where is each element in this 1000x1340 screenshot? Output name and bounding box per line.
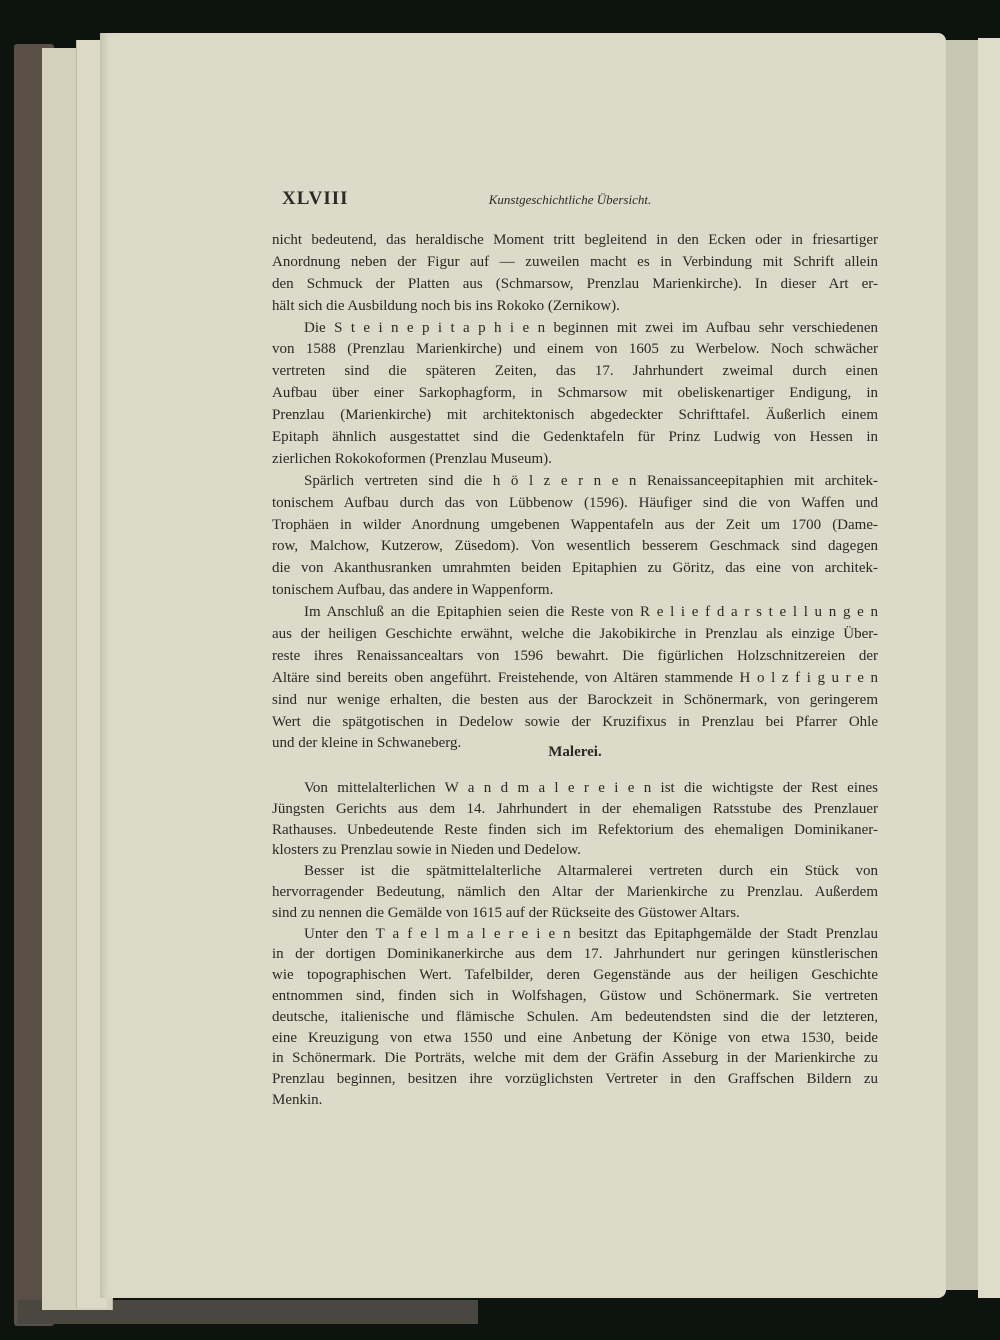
page-number: XLVIII: [282, 188, 349, 209]
text-line: hervorragender Bedeutung, nämlich den Altar der Marienkirche zu Prenzlau. Außerdem: [272, 883, 878, 900]
paragraph: [272, 924, 878, 1111]
text-line: Prenzlau (Marienkirche) mit architektonisch abgedeckter Schrifttafel. Äußerlich einem: [272, 407, 878, 424]
text-line: Besser ist die spätmittelalterliche Altarmalerei vertreten durch ein Stück von: [304, 863, 878, 880]
section-painting-text: [272, 778, 878, 1138]
text-line: sind nur wenige erhalten, die besten aus der Barockzeit in Schönermark, von geringerem: [272, 691, 878, 708]
running-title: Kunstgeschichtliche Übersicht.: [488, 192, 652, 207]
text-line: Von mittelalterlichen W a n d m a l e r e i e n ist die wichtigste der Rest eines: [304, 780, 878, 796]
text-line: Unter den T a f e l m a l e r e i e n besitzt das Epitaphgemälde der Stadt Prenzlau: [304, 925, 878, 942]
text-line: Altäre sind bereits oben angeführt. Freistehende, von Altären stammende H o l z f i g u r e n: [272, 669, 878, 686]
paragraph: [272, 861, 878, 923]
text-line: hält sich die Ausbildung noch bis ins Rokoko (Zernikow).: [272, 297, 620, 314]
page-gutter: [946, 40, 978, 1290]
text-line: klosters zu Prenzlau sowie in Nieden und Dedelow.: [272, 842, 581, 859]
text-line: den Schmuck der Platten aus (Schmarsow, Prenzlau Marienkirche). In dieser Art er-: [272, 275, 878, 292]
text-line: tonischem Aufbau durch das von Lübbenow (1596). Häufiger sind die von Waffen und: [272, 494, 878, 511]
paragraph: [272, 471, 878, 602]
text-line: Spärlich vertreten sind die h ö l z e r n e n Renaissanceepitaphien mit architek-: [304, 472, 878, 489]
paragraph: [272, 778, 878, 861]
text-line: in Schönermark. Die Porträts, welche mit dem der Gräfin Asseburg in der Marienkirche zu: [272, 1050, 878, 1067]
section-sculpture-text: [272, 230, 878, 755]
paragraph: [272, 230, 878, 318]
text-line: Aufbau über einer Sarkophagform, in Schmarsow mit obeliskenartiger Endigung, in: [272, 385, 878, 402]
text-line: eine Kreuzigung von etwa 1550 und eine Anbetung der Könige von etwa 1530, beide: [272, 1029, 878, 1046]
section-heading-malerei: Malerei.: [548, 744, 602, 760]
text-line: wie topographischen Wert. Tafelbilder, deren Gegenstände aus der heiligen Geschichte: [272, 967, 878, 984]
text-line: in der dortigen Dominikanerkirche aus dem 17. Jahrhundert nur geringen künstlerischen: [272, 946, 878, 963]
text-line: Wert die spätgotischen in Dedelow sowie der Kruzifixus in Prenzlau bei Pfarrer Ohle: [272, 713, 878, 730]
text-line: row, Malchow, Kutzerow, Züsedom). Von wesentlich besserem Geschmack sind dagegen: [272, 538, 878, 555]
text-line: vertreten sind die späteren Zeiten, das 17. Jahrhundert zweimal durch einen: [272, 363, 878, 380]
text-line: Im Anschluß an die Epitaphien seien die Reste von R e l i e f d a r s t e l l u n g e n: [304, 604, 878, 621]
text-line: Epitaph ähnlich ausgestattet sind die Gedenktafeln für Prinz Ludwig von Hessen in: [272, 429, 878, 446]
text-line: deutsche, italienische und flämische Schulen. Am bedeutendsten sind die der letzteren,: [272, 1008, 878, 1025]
text-line: zierlichen Rokokoformen (Prenzlau Museum).: [272, 450, 552, 467]
text-line: Menkin.: [272, 1091, 323, 1108]
text-line: von 1588 (Prenzlau Marienkirche) und einem von 1605 zu Werbelow. Noch schwächer: [272, 341, 878, 358]
text-line: Die S t e i n e p i t a p h i e n beginnen mit zwei im Aufbau sehr verschiedenen: [304, 319, 878, 336]
text-line: und der kleine in Schwaneberg.: [272, 735, 462, 752]
paragraph: [272, 318, 878, 471]
text-line: Prenzlau beginnen, besitzen ihre vorzüglichsten Vertreter in den Graffschen Bildern zu: [272, 1071, 878, 1088]
text-line: entnommen sind, finden sich in Wolfshagen, Güstow und Schönermark. Sie vertreten: [272, 987, 878, 1004]
text-line: tonischem Aufbau, das andere in Wappenform.: [272, 582, 554, 599]
text-line: Rathauses. Unbedeutende Reste finden sich im Refektorium des ehemaligen Dominikaner-: [272, 821, 878, 838]
text-line: aus der heiligen Geschichte erwähnt, welche die Jakobikirche in Prenzlau als einzige Über-: [272, 626, 878, 643]
text-line: Anordnung neben der Figur auf — zuweilen macht es in Verbindung mit Schrift allein: [272, 253, 878, 270]
text-line: sind zu nennen die Gemälde von 1615 auf der Rückseite des Güstower Altars.: [272, 904, 740, 921]
text-line: nicht bedeutend, das heraldische Moment tritt begleitend in den Ecken oder in friesartiger: [272, 232, 878, 248]
text-line: Jüngsten Gerichts aus dem 14. Jahrhundert in der ehemaligen Ratsstube des Prenzlauer: [272, 800, 878, 817]
text-line: reste ihres Renaissancealtars von 1596 bewahrt. Die figürlichen Holzschnitzereien der: [272, 647, 878, 664]
paragraph: [272, 602, 878, 755]
text-line: Trophäen in wilder Anordnung umgebenen Wappentafeln aus der Zeit um 1700 (Dame-: [272, 516, 878, 533]
text-line: die von Akanthusranken umrahmten beiden Epitaphien zu Göritz, das eine von architek-: [272, 560, 878, 577]
next-page-edge: [978, 38, 1000, 1298]
